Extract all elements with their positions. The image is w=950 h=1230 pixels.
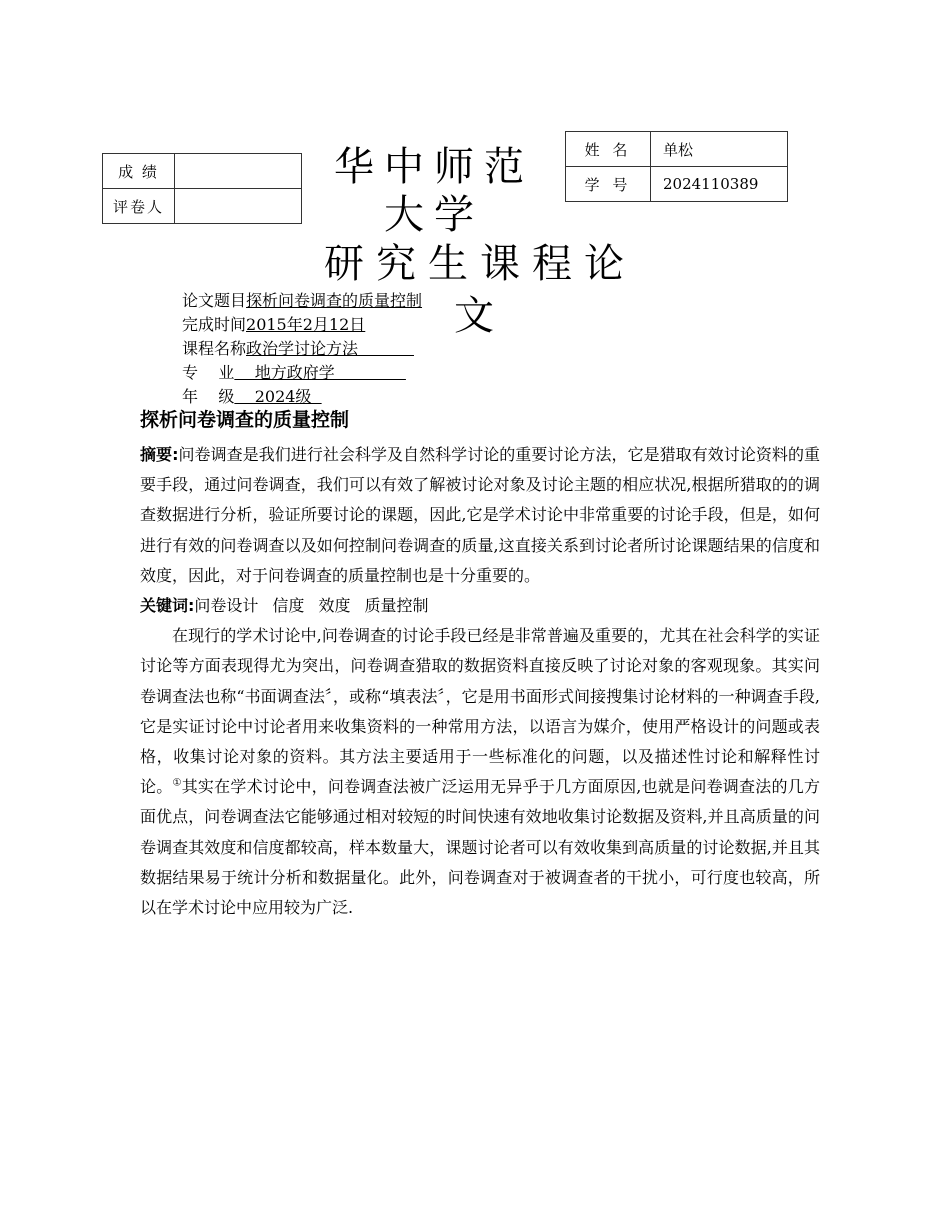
keyword: 效度 <box>318 596 351 616</box>
meta-value: 2015年2月12日 <box>246 315 366 334</box>
meta-value: 探析问卷调查的质量控制 <box>246 291 423 310</box>
paper-meta <box>182 289 422 409</box>
meta-row-title <box>182 289 422 313</box>
meta-value: 2024级 <box>234 387 322 406</box>
keywords-label: 关键词: <box>140 596 195 616</box>
keyword: 质量控制 <box>364 596 429 616</box>
name-label: 姓 名 <box>566 132 651 167</box>
meta-row-major <box>182 361 422 385</box>
keyword: 信度 <box>272 596 305 616</box>
abstract-paragraph <box>140 440 820 591</box>
document-type-title: 研究生课程论文 <box>324 241 636 339</box>
meta-value: 地方政府学 <box>234 363 406 382</box>
university-name-line1: 华中师范 <box>334 144 534 190</box>
keyword: 问卷设计 <box>194 596 259 616</box>
reviewer-label: 评卷人 <box>103 189 175 224</box>
grade-value-cell <box>175 154 302 189</box>
student-id-label: 学 号 <box>566 167 651 202</box>
meta-row-course <box>182 337 422 361</box>
meta-label: 完成时间 <box>182 315 247 334</box>
footnote-marker[interactable]: ① <box>172 777 182 789</box>
university-name <box>325 143 543 239</box>
meta-label: 专 业 <box>182 363 235 382</box>
name-value: 单松 <box>651 132 788 167</box>
body-text: 在现行的学术讨论中,问卷调查的讨论手段已经是非常普遍及重要的，尤其在社会科学的实证讨论等方面表现得尤为突出，问卷调查猎取的数据资料直接反映了讨论对象的客观现象。其实问卷调查法也称“书面调查法〞，或称“填表法〞，它是用书面形式间接搜集讨论材料的一种调查手段,它是实证讨论中讨论者用来收集资料的一种常用方法，以语言为媒介，使用严格设计的问题或表格，收集讨论对象的资料。其方法主要适用于一些标准化的问题，以及描述性讨论和解释性讨论。 <box>140 626 820 797</box>
abstract-text: 问卷调查是我们进行社会科学及自然科学讨论的重要讨论方法，它是猎取有效讨论资料的重要手段，通过问卷调查，我们可以有效了解被讨论对象及讨论主题的相应状况,根据所猎取的的调查数据进行分析，验证所要讨论的课题，因此,它是学术讨论中非常重要的讨论手段，但是，如何进行有效的问卷调查以及如何控制问卷调查的质量,这直接关系到讨论者所讨论课题结果的信度和效度，因此，对于问卷调查的质量控制也是十分重要的。 <box>140 445 820 585</box>
article-title: 探析问卷调查的质量控制 <box>140 409 350 431</box>
reviewer-value-cell <box>175 189 302 224</box>
abstract-label: 摘要: <box>140 445 179 464</box>
student-info-table <box>565 131 788 202</box>
keywords-line <box>140 591 820 621</box>
meta-row-date <box>182 313 422 337</box>
grade-table <box>102 153 302 224</box>
university-name-line2: 大学 <box>384 192 484 238</box>
meta-label: 论文题目 <box>182 291 247 310</box>
grade-label: 成 绩 <box>103 154 175 189</box>
article-body <box>140 440 820 923</box>
body-paragraph <box>140 621 820 923</box>
body-text: 其实在学术讨论中，问卷调查法被广泛运用无异乎于几方面原因,也就是问卷调查法的几方面优点，问卷调查法它能够通过相对较短的时间快速有效地收集讨论数据及资料,并且高质量的问卷调查其效度和信度都较高，样本数量大，课题讨论者可以有效收集到高质量的讨论数据,并且其数据结果易于统计分析和数据量化。此外，问卷调查对于被调查者的干扰小，可行度也较高，所以在学术讨论中应用较为广泛. <box>140 777 820 918</box>
meta-value: 政治学讨论方法 <box>246 339 414 358</box>
student-id-value: 2024110389 <box>651 167 788 202</box>
meta-label: 年 级 <box>182 387 235 406</box>
meta-label: 课程名称 <box>182 339 247 358</box>
